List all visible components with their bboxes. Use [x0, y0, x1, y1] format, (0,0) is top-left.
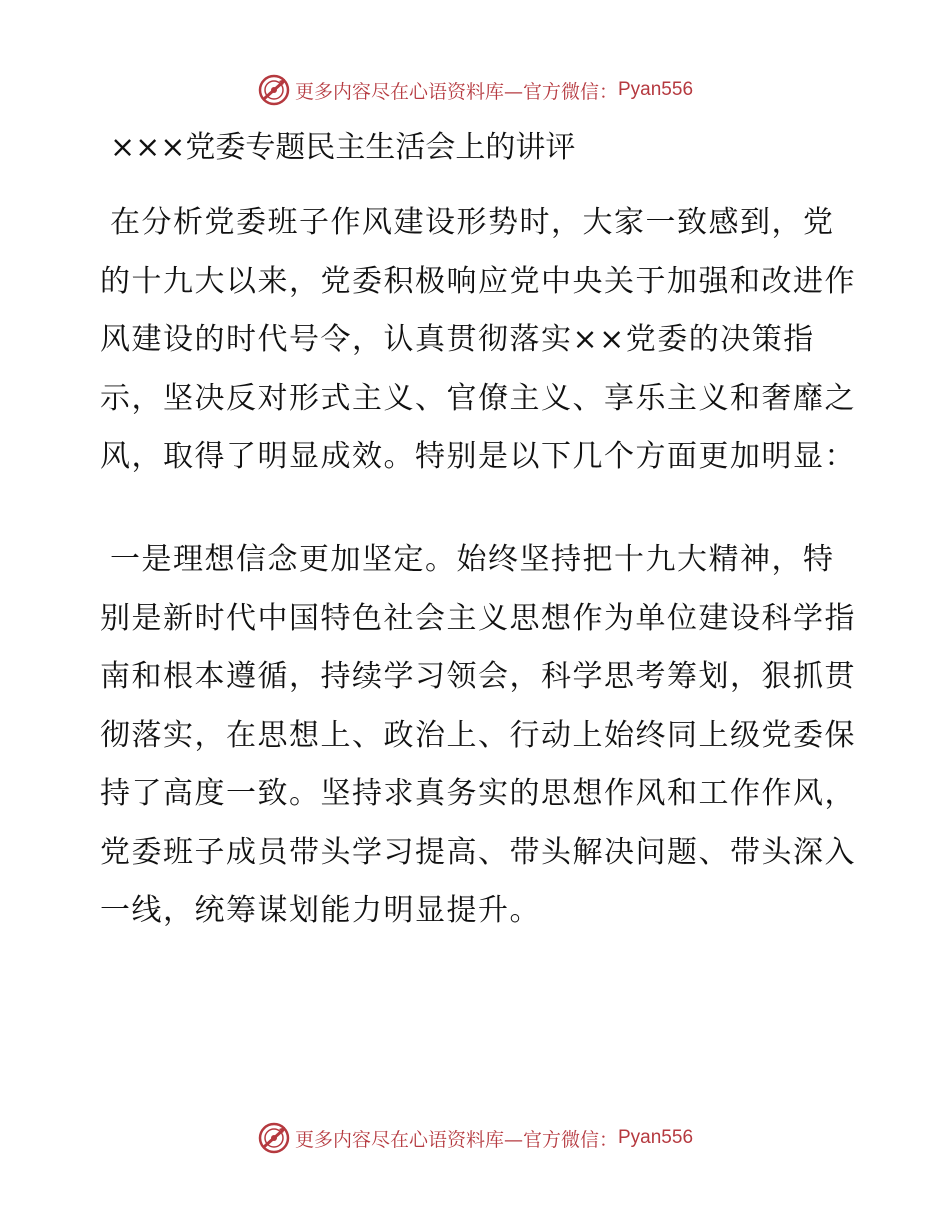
footer-watermark-banner: [0, 1118, 950, 1158]
red-seal-logo-icon: [257, 73, 291, 107]
paragraph-2: 一是理想信念更加坚定。始终坚持把十九大精神，特别是新时代中国特色社会主义思想作为单位建设科学指南和根本遵循，持续学习领会，科学思考筹划，狠抓贯彻落实，在思想上、政治上、行动上始终同上级党委保持了高度一致。坚持求真务实的思想作风和工作作风，党委班子成员带头学习提高、带头解决问题、带头深入一线，统筹谋划能力明显提升。: [100, 542, 856, 928]
footer-watermark-text: 更多内容尽在心语资料库—官方微信：: [294, 1128, 618, 1151]
document-title: ×××党委专题民主生活会上的讲评: [110, 130, 576, 165]
header-watermark-handle: Pyan556: [618, 79, 694, 100]
red-seal-logo-icon: [257, 1121, 291, 1155]
paragraph-1: 在分析党委班子作风建设形势时，大家一致感到，党的十九大以来，党委积极响应党中央关于加强和改进作风建设的时代号令，认真贯彻落实××党委的决策指示，坚决反对形式主义、官僚主义、享乐主义和奢靡之风，取得了明显成效。特别是以下几个方面更加明显：: [100, 205, 856, 474]
header-watermark-banner: [0, 70, 950, 110]
header-watermark-text: 更多内容尽在心语资料库—官方微信：: [294, 80, 618, 103]
footer-watermark-handle: Pyan556: [618, 1127, 694, 1148]
